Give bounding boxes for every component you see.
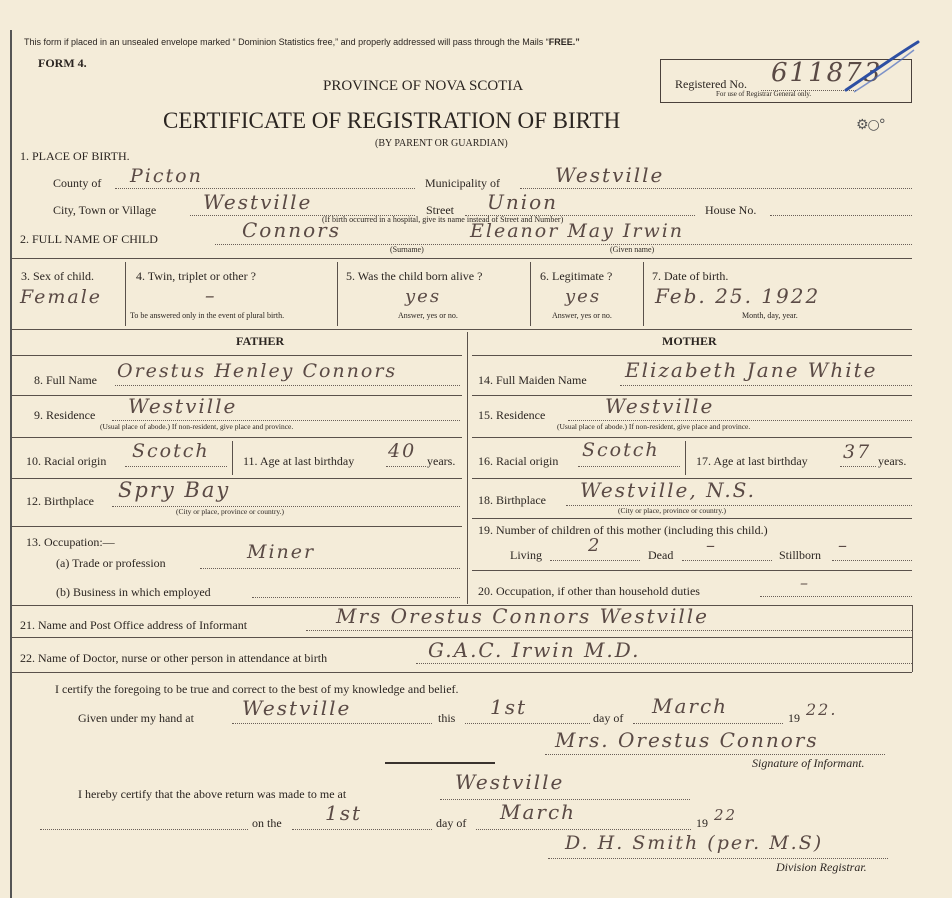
rule-22-bottom	[12, 672, 912, 673]
city-value: Westville	[203, 190, 313, 214]
separator-rule	[385, 762, 495, 764]
registrar-year-prefix: 19	[696, 816, 708, 830]
mother-racial-line	[578, 466, 680, 467]
father-name-label: 8. Full Name	[34, 373, 97, 387]
date-label: 7. Date of birth.	[652, 269, 729, 283]
given-place-value: Westville	[242, 696, 352, 720]
date-value: Feb. 25. 1922	[655, 284, 821, 308]
mother-racial-label: 16. Racial origin	[478, 454, 559, 468]
registrar-on-value: 1st	[325, 801, 363, 825]
divider-4	[337, 262, 338, 326]
mother-birthplace-value: Westville, N.S.	[580, 478, 757, 502]
child-name-line	[215, 244, 912, 245]
street-value: Union	[487, 190, 559, 214]
father-name-value: Orestus Henley Connors	[117, 360, 398, 382]
informant-label: 21. Name and Post Office address of Informant	[20, 618, 248, 632]
father-heading: FATHER	[236, 334, 285, 348]
mail-notice-free: FREE.”	[548, 37, 580, 47]
registrar-year-value: 22	[714, 806, 738, 824]
dead-value: –	[706, 535, 717, 556]
house-line	[770, 215, 912, 216]
informant-signature: Mrs. Orestus Connors	[555, 728, 819, 752]
informant-value: Mrs Orestus Connors Westville	[336, 604, 709, 628]
certify-month-value: March	[652, 694, 729, 718]
city-label: City, Town or Village	[53, 203, 157, 217]
father-racial-line	[125, 466, 227, 467]
children-label: 19. Number of children of this mother (including this child.)	[478, 523, 768, 537]
county-line	[115, 188, 415, 189]
rule-top-row	[12, 258, 912, 259]
rule-f4	[12, 478, 462, 479]
form-number: FORM 4.	[38, 56, 87, 70]
certify-year-value: 22.	[806, 700, 838, 719]
mail-notice-text: This form if placed in an unsealed envelope marked “ Dominion Statistics free,” and properly addressed will pass through the Mails “	[24, 37, 549, 47]
certify-month-line	[633, 723, 783, 724]
mother-name-line	[620, 385, 912, 386]
county-value: Picton	[130, 165, 203, 187]
mother-heading: MOTHER	[662, 334, 717, 348]
rule-m3	[472, 437, 912, 438]
doctor-line	[416, 663, 912, 664]
mother-occupation-line	[760, 596, 912, 597]
this-line	[465, 723, 590, 724]
certify-statement: I certify the foregoing to be true and correct to the best of my knowledge and belief.	[55, 682, 459, 696]
dead-line	[682, 560, 772, 561]
father-age-value: 40	[388, 440, 417, 462]
registrar-month-line	[476, 829, 691, 830]
father-trade-line	[200, 568, 460, 569]
father-res-note: (Usual place of abode.) If non-resident, give place and province.	[100, 422, 294, 431]
father-res-value: Westville	[128, 394, 238, 418]
rule-bottom-row	[12, 329, 912, 330]
father-age-line	[386, 466, 426, 467]
mother-years: years.	[878, 454, 907, 468]
rule-f5	[12, 526, 462, 527]
living-value: 2	[588, 535, 602, 556]
stamp-mark-icon: ⚙○°	[856, 117, 885, 133]
registrar-month-value: March	[500, 800, 577, 824]
father-trade-label: (a) Trade or profession	[56, 556, 166, 570]
child-surname-value: Connors	[242, 218, 341, 242]
mail-notice	[24, 38, 580, 47]
living-label: Living	[510, 548, 542, 562]
father-trade-value: Miner	[247, 541, 316, 563]
doctor-value: G.A.C. Irwin M.D.	[428, 638, 641, 662]
registrar-on-the: on the	[252, 816, 282, 830]
page-subtitle: (BY PARENT OR GUARDIAN)	[375, 138, 508, 149]
municipality-line	[520, 188, 912, 189]
certify-day-of: day of	[593, 711, 624, 725]
twin-note: To be answered only in the event of plural birth.	[130, 311, 285, 320]
registrar-note: For use of Registrar General only.	[716, 90, 812, 98]
doctor-label: 22. Name of Doctor, nurse or other person in attendance at birth	[20, 651, 328, 665]
registrar-on-line	[292, 829, 432, 830]
given-label: Given under my hand at	[78, 711, 194, 725]
father-age-divider	[232, 441, 233, 475]
center-divider	[467, 332, 468, 604]
alive-label: 5. Was the child born alive ?	[346, 269, 483, 283]
rule-m1	[472, 355, 912, 356]
county-label: County of	[53, 176, 102, 190]
father-birthplace-line	[112, 506, 460, 507]
father-business-label: (b) Business in which employed	[56, 585, 211, 599]
legit-note: Answer, yes or no.	[552, 311, 612, 320]
stillborn-label: Stillborn	[779, 548, 822, 562]
father-res-label: 9. Residence	[34, 408, 96, 422]
registrar-sig-line	[548, 858, 888, 859]
rule-m5	[472, 518, 912, 519]
registrar-lead-line	[40, 829, 248, 830]
mother-res-value: Westville	[605, 394, 715, 418]
twin-value: –	[205, 285, 217, 307]
alive-note: Answer, yes or no.	[398, 311, 458, 320]
mother-birthplace-note: (City or place, province or country.)	[618, 506, 727, 515]
divider-6	[643, 262, 644, 326]
sex-value: Female	[20, 286, 103, 308]
mother-age-line	[840, 466, 876, 467]
mother-racial-value: Scotch	[582, 439, 660, 461]
municipality-value: Westville	[555, 163, 665, 187]
registered-number: 611873	[771, 58, 883, 88]
informant-caption: Signature of Informant.	[752, 756, 865, 770]
mother-res-label: 15. Residence	[478, 408, 546, 422]
registered-label: Registered No.	[675, 77, 747, 91]
father-birthplace-label: 12. Birthplace	[26, 494, 94, 508]
street-label: Street	[426, 203, 454, 217]
sex-label: 3. Sex of child.	[21, 269, 94, 283]
house-label: House No.	[705, 203, 757, 217]
mother-occupation-label: 20. Occupation, if other than household duties	[478, 584, 700, 598]
hospital-note: (If birth occurred in a hospital, give its name instead of Street and Number)	[322, 215, 564, 224]
alive-value: yes	[405, 286, 442, 307]
registrar-signature: D. H. Smith (per. M.S)	[565, 832, 824, 854]
this-value: 1st	[490, 695, 528, 719]
rule-right-2122	[912, 605, 913, 672]
divider-3	[125, 262, 126, 326]
province-heading: PROVINCE OF NOVA SCOTIA	[323, 78, 524, 94]
mother-age-value: 37	[843, 441, 872, 463]
mother-occupation-value: –	[800, 573, 810, 592]
father-racial-label: 10. Racial origin	[26, 454, 107, 468]
father-racial-value: Scotch	[132, 440, 210, 462]
mother-age-label: 17. Age at last birthday	[696, 454, 808, 468]
father-age-label: 11. Age at last birthday	[243, 454, 355, 468]
municipality-label: Municipality of	[425, 176, 500, 190]
given-place-line	[232, 723, 432, 724]
rule-m6	[472, 570, 912, 571]
child-name-label: 2. FULL NAME OF CHILD	[20, 232, 158, 246]
father-res-line	[112, 420, 460, 421]
stillborn-line	[832, 560, 912, 561]
this-label: this	[438, 711, 456, 725]
pen-mark-icon	[840, 36, 924, 98]
rule-f1	[12, 355, 462, 356]
mother-res-note: (Usual place of abode.) If non-resident, give place and province.	[557, 422, 751, 431]
left-border	[10, 30, 12, 898]
registrar-statement: I hereby certify that the above return was made to me at	[78, 787, 347, 801]
registrar-day-of: day of	[436, 816, 467, 830]
mother-name-label: 14. Full Maiden Name	[478, 373, 587, 387]
child-given-value: Eleanor May Irwin	[470, 220, 685, 242]
dead-label: Dead	[648, 548, 674, 562]
stillborn-value: –	[838, 535, 849, 556]
legit-label: 6. Legitimate ?	[540, 269, 613, 283]
page-title: CERTIFICATE OF REGISTRATION OF BIRTH	[163, 108, 621, 133]
informant-line	[306, 630, 912, 631]
mother-name-value: Elizabeth Jane White	[625, 358, 878, 382]
living-line	[550, 560, 640, 561]
registrar-place-value: Westville	[455, 770, 565, 794]
father-years: years.	[427, 454, 456, 468]
place-section: 1. PLACE OF BIRTH.	[20, 149, 130, 163]
mother-birthplace-label: 18. Birthplace	[478, 493, 546, 507]
surname-note: (Surname)	[390, 245, 424, 254]
father-birthplace-value: Spry Bay	[118, 478, 231, 502]
mother-age-divider	[685, 441, 686, 475]
registrar-caption: Division Registrar.	[776, 860, 867, 874]
father-occupation-label: 13. Occupation:—	[26, 535, 115, 549]
informant-sig-line	[545, 754, 885, 755]
father-business-line	[252, 597, 460, 598]
father-birthplace-note: (City or place, province or country.)	[176, 507, 285, 516]
date-note: Month, day, year.	[742, 311, 798, 320]
rule-f3	[12, 437, 462, 438]
certify-year-prefix: 19	[788, 711, 800, 725]
given-note: (Given name)	[610, 245, 655, 254]
mother-res-line	[568, 420, 912, 421]
father-name-line	[115, 385, 460, 386]
legit-value: yes	[565, 286, 602, 307]
divider-5	[530, 262, 531, 326]
twin-label: 4. Twin, triplet or other ?	[136, 269, 256, 283]
